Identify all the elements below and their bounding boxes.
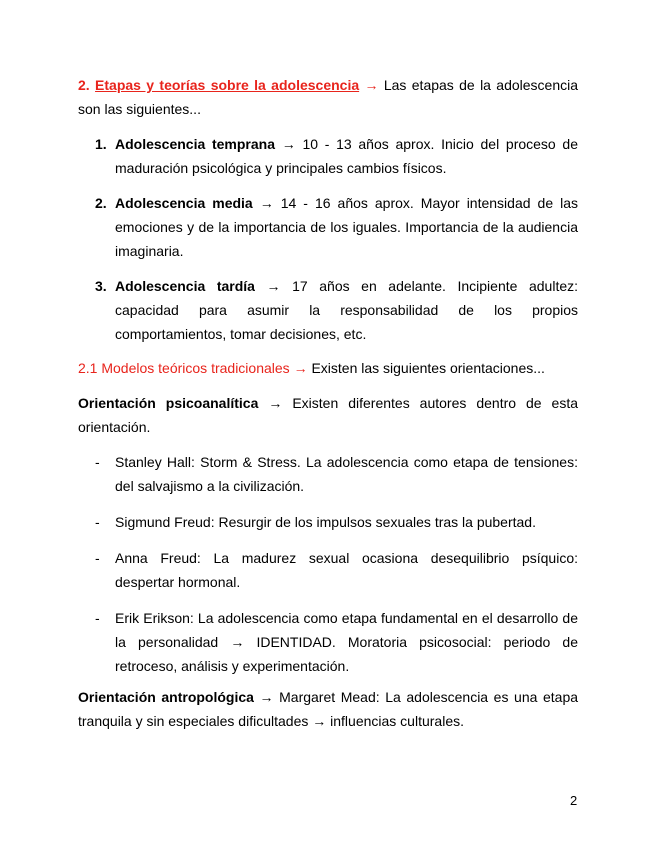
stage-name: Adolescencia temprana	[115, 136, 275, 152]
bullet: -	[95, 550, 100, 566]
anthropological-text-2: influencias culturales.	[330, 713, 464, 729]
arrow: →	[259, 689, 274, 705]
stage-description: 10 - 13 años aprox. Inicio del proceso de maduración psicológica y principales cambios físicos.	[115, 136, 578, 176]
list-text	[115, 274, 578, 346]
list-item	[95, 546, 578, 594]
arrow: →	[230, 634, 245, 650]
list-text	[115, 606, 578, 678]
subsection-text: Existen las siguientes orientaciones...	[311, 360, 545, 376]
arrow: →	[266, 278, 281, 294]
stage-description: 14 - 16 años aprox. Mayor intensidad de las emociones y de la importancia de los iguales. Importancia de la audiencia imaginaria.	[115, 195, 578, 259]
list-item	[95, 191, 578, 263]
section-2-paragraph	[78, 73, 578, 121]
bullet: -	[95, 514, 100, 530]
list-item	[95, 450, 578, 498]
bullet: -	[95, 454, 100, 470]
author-text-pre: Erik Erikson: La adolescencia como etapa fundamental en el desarrollo de la personalidad	[115, 610, 578, 650]
list-item	[95, 606, 578, 678]
list-item	[95, 274, 578, 346]
stage-name: Adolescencia tardía	[115, 278, 255, 294]
psychoanalytic-paragraph	[78, 391, 578, 439]
psychoanalytic-heading: Orientación psicoanalítica	[78, 395, 259, 411]
stages-list	[95, 132, 578, 346]
list-item	[95, 132, 578, 180]
anthropological-text: Margaret Mead: La adolescencia es una etapa tranquila y sin especiales dificultades	[78, 689, 579, 729]
subsection-paragraph	[78, 356, 578, 380]
page-number: 2	[570, 793, 578, 808]
list-number: 1.	[95, 136, 107, 152]
list-item	[95, 510, 578, 534]
list-number: 2.	[95, 195, 107, 211]
anthropological-paragraph	[78, 685, 578, 733]
subsection-title: 2.1 Modelos teóricos tradicionales	[78, 360, 290, 376]
arrow: →	[293, 360, 308, 376]
arrow: →	[259, 195, 274, 211]
arrow: →	[364, 77, 379, 93]
section-intro: Las etapas de la adolescencia son las siguientes...	[78, 77, 579, 117]
author-text-post: IDENTIDAD. Moratoria psicosocial: periodo de retroceso, análisis y experimentación.	[115, 634, 579, 674]
list-text: Sigmund Freud: Resurgir de los impulsos sexuales tras la pubertad.	[115, 514, 536, 530]
anthropological-heading: Orientación antropológica	[78, 689, 254, 705]
list-text: Anna Freud: La madurez sexual ocasiona desequilibrio psíquico: despertar hormonal.	[115, 550, 578, 590]
section-title: Etapas y teorías sobre la adolescencia	[95, 77, 360, 93]
arrow: →	[268, 395, 283, 411]
stage-name: Adolescencia media	[115, 195, 253, 211]
list-text	[115, 132, 578, 180]
list-text	[115, 191, 578, 263]
bullet: -	[95, 610, 100, 626]
stage-description: 17 años en adelante. Incipiente adultez: capacidad para asumir la responsabilidad de los propios comportamientos, tomar decisiones, etc.	[115, 278, 579, 342]
section-number: 2.	[78, 77, 90, 93]
arrow: →	[281, 136, 296, 152]
authors-list	[95, 450, 578, 678]
list-text: Stanley Hall: Storm & Stress. La adolescencia como etapa de tensiones: del salvajismo a la civilización.	[115, 454, 578, 494]
arrow: →	[312, 713, 327, 729]
list-number: 3.	[95, 278, 107, 294]
psychoanalytic-text: Existen diferentes autores dentro de esta orientación.	[78, 395, 579, 435]
